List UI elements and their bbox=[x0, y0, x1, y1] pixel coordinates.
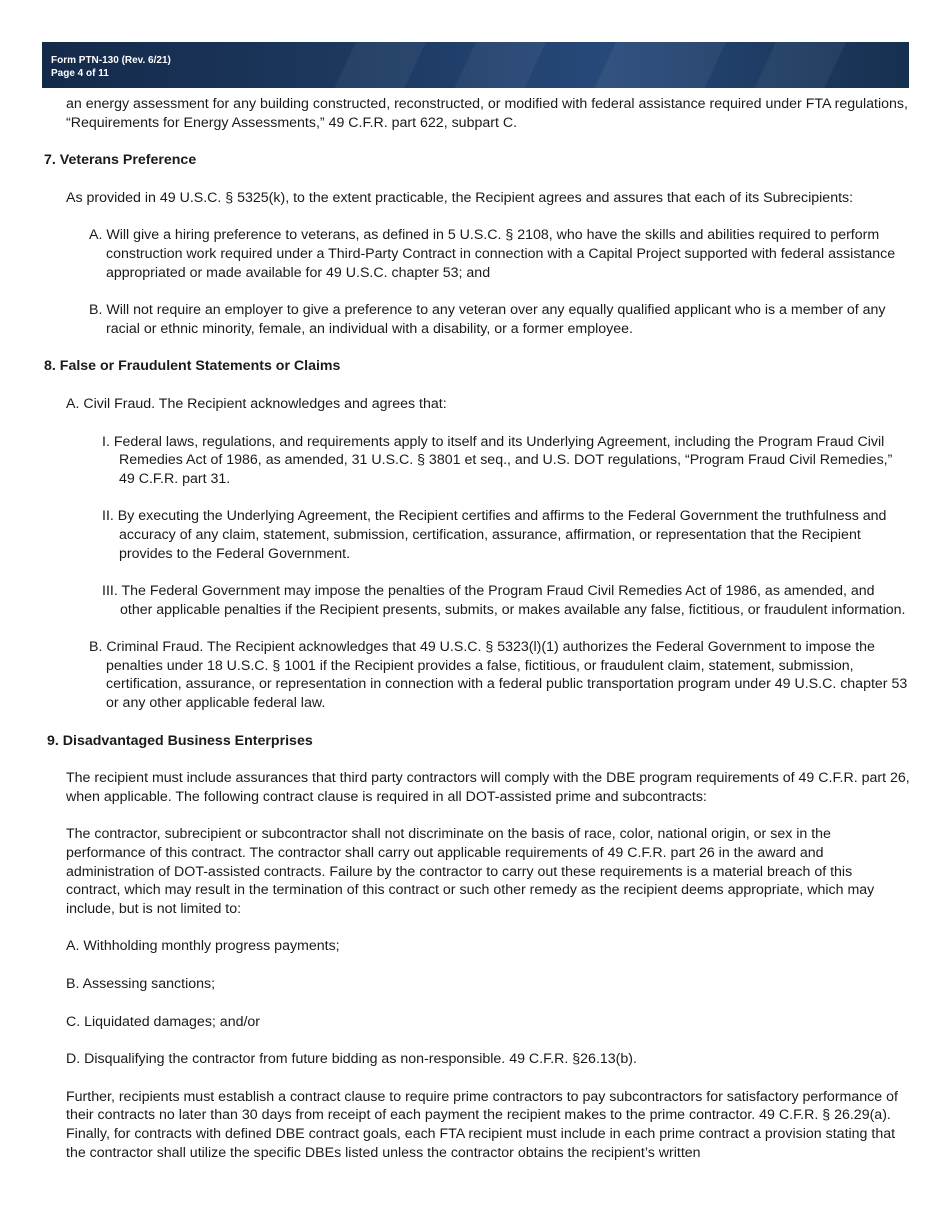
section-8-item-b: B. Criminal Fraud. The Recipient acknowledges that 49 U.S.C. § 5323(l)(1) authorizes the Federal Government to impose the penalties under 18 U.S.C. § 1001 if the Recipient provides a false, fictitious, or fraudulent claim, statement, submission, certification, assurance, or representation in connection with a federal public transportation program under 49 U.S.C. chapter 53 or any other applicable federal law. bbox=[89, 639, 908, 712]
section-8-item-a: A. Civil Fraud. The Recipient acknowledges and agrees that: bbox=[66, 395, 447, 412]
page-number: Page 4 of 11 bbox=[51, 68, 109, 79]
section-9-item-d: D. Disqualifying the contractor from future bidding as non-responsible. 49 C.F.R. §26.13(b). bbox=[66, 1051, 637, 1068]
section-7-item-b: B. Will not require an employer to give a preference to any veteran over any equally qualified applicant who is a member of any racial or ethnic minority, female, an individual with a disability, or a former employee. bbox=[89, 302, 886, 337]
section-7-intro: As provided in 49 U.S.C. § 5325(k), to the extent practicable, the Recipient agrees and assures that each of its Subrecipients: bbox=[66, 189, 854, 206]
section-9-para-3: Further, recipients must establish a contract clause to require prime contractors to pay subcontractors for satisfactory performance of their contracts no later than 30 days from receipt of each payment the recipient makes to the prime contractor. 49 C.F.R. § 26.29(a). Finally, for contracts with defined DBE contract goals, each FTA recipient must include in each prime contract a provision stating that the contractor shall utilize the specific DBEs listed unless the contractor obtains the recipient’s written bbox=[66, 1088, 898, 1161]
section-9-item-b: B. Assessing sanctions; bbox=[66, 976, 216, 992]
section-8-title: 8. False or Fraudulent Statements or Claims bbox=[44, 358, 341, 375]
header-text bbox=[51, 54, 171, 80]
document-body bbox=[44, 95, 910, 1181]
section-9-item-c: C. Liquidated damages; and/or bbox=[66, 1013, 261, 1030]
section-9-para-1: The recipient must include assurances that third party contractors will comply with the DBE program requirements of 49 C.F.R. part 26, when applicable. The following contract clause is required in all DOT-assisted prime and subcontracts: bbox=[66, 770, 910, 805]
section-9-para-2: The contractor, subrecipient or subcontractor shall not discriminate on the basis of race, color, national origin, or sex in the performance of this contract. The contractor shall carry out applicable requirements of 49 C.F.R. part 26 in the award and administration of DOT-assisted contracts. Failure by the contractor to carry out these requirements is a material breach of this contract, which may result in the termination of this contract or such other remedy as the recipient deems appropriate, which may include, but is not limited to: bbox=[66, 826, 875, 917]
section-7-item-a: A. Will give a hiring preference to veterans, as defined in 5 U.S.C. § 2108, who have the skills and abilities required to perform construction work required under a Third-Party Contract in connection with a Capital Project supported with federal assistance appropriated or made available for 49 U.S.C. chapter 53; and bbox=[89, 227, 896, 281]
continuation-paragraph: an energy assessment for any building constructed, reconstructed, or modified with federal assistance required under FTA regulations, “Requirements for Energy Assessments,” 49 C.F.R. part 622, subpart C. bbox=[66, 96, 908, 131]
section-7-title: 7. Veterans Preference bbox=[44, 152, 197, 169]
section-9-title: 9. Disadvantaged Business Enterprises bbox=[47, 732, 313, 749]
section-8-roman-2: II. By executing the Underlying Agreement, the Recipient certifies and affirms to the Federal Government the truthfulness and accuracy of any claim, statement, submission, certification, assurance, affirmation, or representation that the Recipient provides to the Federal Government. bbox=[102, 508, 887, 562]
section-8-roman-1: I. Federal laws, regulations, and requirements apply to itself and its Underlying Agreement, including the Program Fraud Civil Remedies Act of 1986, as amended, 31 U.S.C. § 3801 et seq., and U.S. DOT regulations, “Program Fraud Civil Remedies,” 49 C.F.R. part 31. bbox=[102, 433, 893, 487]
page-header-band bbox=[42, 42, 909, 88]
form-id: Form PTN-130 (Rev. 6/21) bbox=[51, 55, 171, 66]
section-8-roman-3: III. The Federal Government may impose the penalties of the Program Fraud Civil Remedies Act of 1986, as amended, and other applicable penalties if the Recipient presents, submits, or makes available any false, fictitious, or fraudulent information. bbox=[102, 583, 906, 618]
section-9-item-a: A. Withholding monthly progress payments; bbox=[66, 938, 340, 955]
